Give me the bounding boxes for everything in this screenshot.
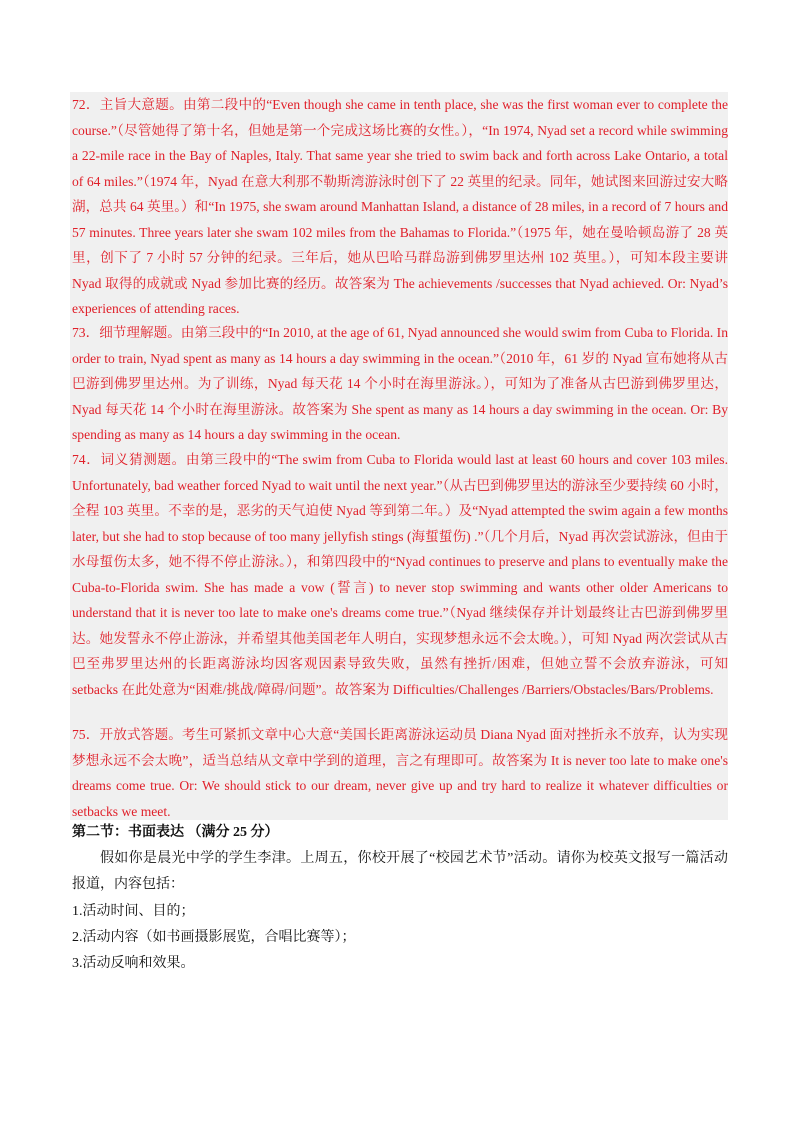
answer-72: 72．主旨大意题。由第二段中的“Even though she came in tenth place, she was the first woman ever to complete the course.”（尽管她得了第十名，但她是第一个完成这场比赛的女性。），“In 1974, Nyad set a record while swimming a 22-mile race in the Bay of Naples, Italy. That same year she tried to swim back and forth across Lake Ontario, a total of 64 miles.”（1974 年，Nyad 在意大利那不勒斯湾游泳时创下了 22 英里的纪录。同年，她试图来回游过安大略湖，总共 64 英里。）和“In 1975, she swam around Manhattan Island, a distance of 28 miles, in a record of 7 hours and 57 minutes. Three years later she swam 102 miles from the Bahamas to Florida.”（1975 年，她在曼哈顿岛游了 28 英里，创下了 7 小时 57 分钟的纪录。三年后，她从巴哈马群岛游到佛罗里达州 102 英里。），可知本段主要讲 Nyad 取得的成就或 Nyad 参加比赛的经历。故答案为 The achievements /successes that Nyad achieved. Or: Nyad’s experiences of attending races. [72, 97, 728, 316]
answer-74: 74．词义猜测题。由第三段中的“The swim from Cuba to Florida would last at least 60 hours and cover 103 miles. Unfortunately, bad weather forced Nyad to wait until the next year.”（从古巴到佛罗里达的游泳至少要持续 60 小时，全程 103 英里。不幸的是，恶劣的天气迫使 Nyad 等到第二年。）及“Nyad attempted the swim again a few months later, but she had to stop because of too many jellyfish stings (海蜇蜇伤) .”（几个月后，Nyad 再次尝试游泳，但由于水母蜇伤太多，她不得不停止游泳。），和第四段中的“Nyad continues to preserve and plans to eventually make the Cuba-to-Florida swim. She has made a vow (誓言) to never stop swimming and wants other older Americans to understand that it is never too late to make one's dreams come true.”（Nyad 继续保存并计划最终让古巴游到佛罗里达。她发誓永不停止游泳，并希望其他美国老年人明白，实现梦想永远不会太晚。），可知 Nyad 两次尝试从古巴至弗罗里达州的长距离游泳均因客观因素导致失败，虽然有挫折/困难，但她立誓不会放弃游泳，可知 setbacks 在此处意为“困难/挑战/障碍/问题”。故答案为 Difficulties/Challenges /Barriers/Obstacles/Bars/Problems. [72, 452, 729, 697]
writing-prompt: 假如你是晨光中学的学生李津。上周五，你校开展了“校园艺术节”活动。请你为校英文报写一篇活动报道，内容包括： [72, 851, 728, 892]
requirement-item-2: 2.活动内容（如书画摄影展览，合唱比赛等）； [72, 930, 356, 945]
requirement-item-1: 1.活动时间、目的； [72, 904, 195, 919]
section-title: 第二节：书面表达 （满分 25 分） [72, 825, 279, 840]
answer-73: 73．细节理解题。由第三段中的“In 2010, at the age of 61, Nyad announced she would swim from Cuba to Florida. In order to train, Nyad spent as many as 14 hours a day swimming in the ocean.”（2010 年，61 岁的 Nyad 宣布她将从古巴游到佛罗里达州。为了训练，Nyad 每天花 14 个小时在海里游泳。），可知为了准备从古巴游到佛罗里达，Nyad 每天花 14 个小时在海里游泳。故答案为 She spent as many as 14 hours a day swimming in the ocean. Or: By spending as many as 14 hours a day swimming in the ocean. [72, 325, 728, 442]
requirement-item-3: 3.活动反响和效果。 [72, 956, 195, 971]
answer-75: 75．开放式答题。考生可紧抓文章中心大意“美国长距离游泳运动员 Diana Nyad 面对挫折永不放弃，认为实现梦想永远不会太晚”，适当总结从文章中学到的道理，言之有理即可。故答案为 It is never too late to make one's dreams come true. Or: We should stick to our dream, never give up and try hard to realize it whatever difficulties or setbacks we meet. [72, 727, 728, 819]
